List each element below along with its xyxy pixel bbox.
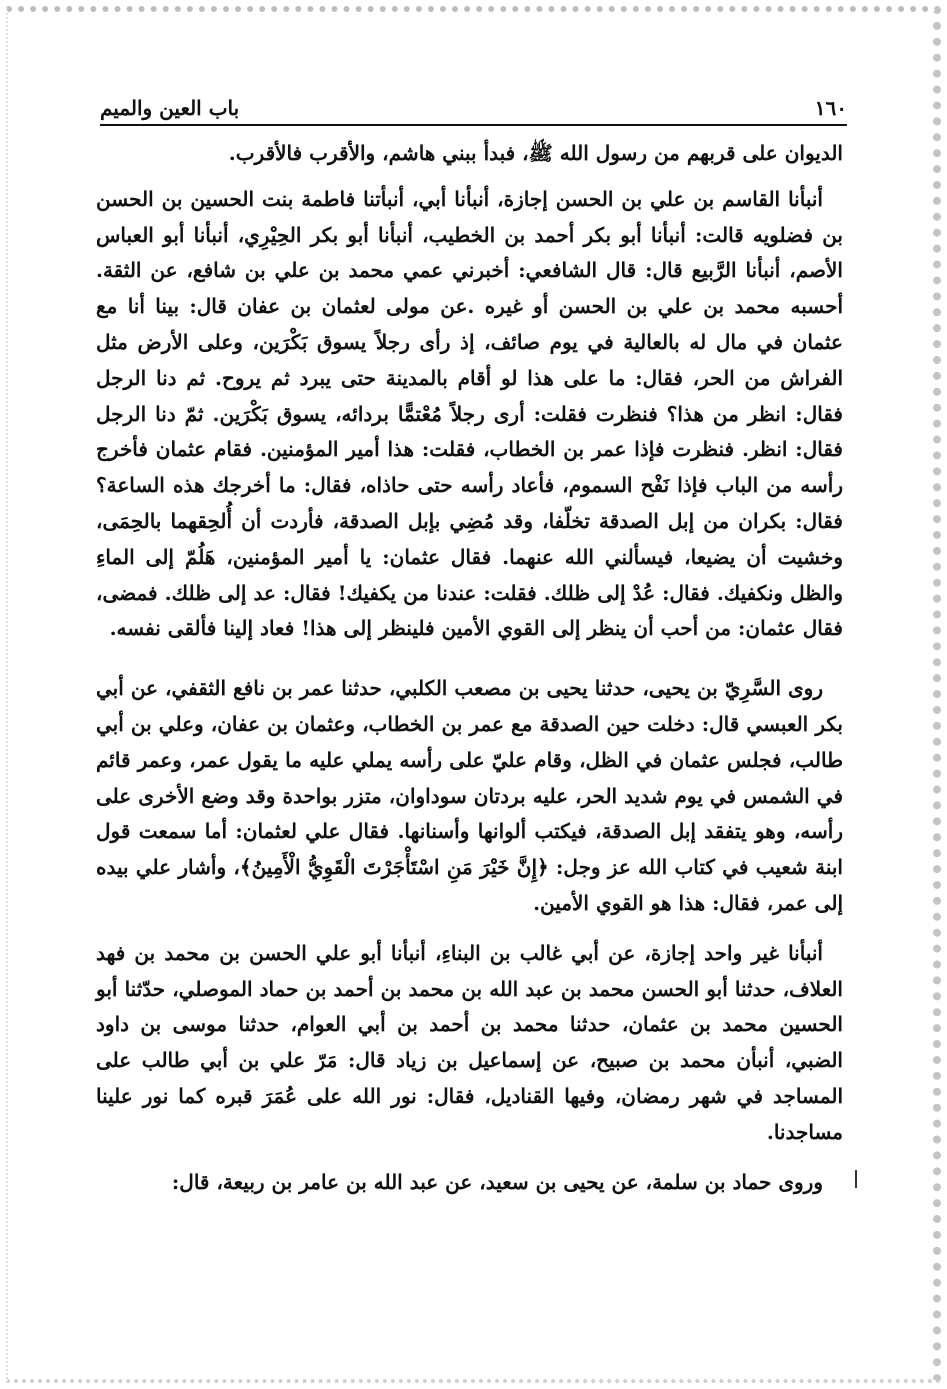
paragraph-1: الديوان على قربهم من رسول الله ﷺ، فبدأ ببني هاشم، والأقرب فالأقرب.: [228, 141, 843, 165]
running-title: باب العين والميم: [100, 96, 240, 120]
page-header: [100, 84, 847, 126]
page-number: ١٦٠: [814, 96, 847, 120]
paragraph-2: أنبأنا القاسم بن علي بن الحسن إجازة، أنبأنا أبي، أنبأتنا فاطمة بنت الحسين بن الحسن بن فضلويه قالت: أنبأنا أبو بكر أحمد بن الخطيب، أنبأنا أبو بكر الحِيْرِي، أنبأنا أبو العباس الأصم، أنبأنا الرَّبيع قال: قال الشافعي: أخبرني عمي محمد بن علي بن شافع، عن الثقة. أحسبه محمد بن علي بن الحسن أو غيره .عن مولى لعثمان بن عفان قال: بينا أنا مع عثمان في مال له بالعالية في يوم صائف، إذ رأى رجلاً يسوق بَكْرَين، وعلى الأرض مثل الفراش من الحر، فقال: ما على هذا لو أقام بالمدينة حتى يبرد ثم يروح. ثم دنا الرجل فقال: انظر من هذا؟ فنظرت فقلت: أرى رجلاً مُعْتمًّا بردائه، يسوق بَكْرَين. ثمّ دنا الرجل فقال: انظر. فنظرت فإذا عمر بن الخطاب، فقلت: هذا أمير المؤمنين. فقام عثمان فأخرج رأسه من الباب فإذا نَفْح السموم، فأعاد رأسه حتى حاذاه، فقال: ما أخرجك هذه الساعة؟ فقال: بكران من إبل الصدقة تخلّفا، وقد مُضِي بإبل الصدقة، فأردت أن أُلحِقهما بالحِمَى، وخشيت أن يضيعا، فيسألني الله عنهما. فقال عثمان: يا أمير المؤمنين، هَلُمّ إلى الماءِ والظل ونكفيك. فقال: عُدْ إلى ظلك. فقلت: عندنا من يكفيك! فقال: عد إلى ظلك. فمضى، فقال عثمان: من أحب أن ينظر إلى القوي الأمين فلينظر إلى هذا! فعاد إلينا فألقى نفسه.: [96, 186, 843, 641]
page-body: [96, 136, 843, 1200]
paragraph-3: روى السَّرِيّ بن يحيى، حدثنا يحيى بن مصعب الكلبي، حدثنا عمر بن نافع الثقفي، عن أبي بكر العبسي قال: دخلت حين الصدقة مع عمر بن الخطاب، وعثمان بن عفان، وعلي بن أبي طالب، فجلس عثمان في الظل، وقام عليّ على رأسه يملي عليه ما يقول عمر، وعمر قائم في الشمس في يوم شديد الحر، عليه بردتان سوداوان، متزر بواحدة وقد وضع الأخرى على رأسه، وهو يتفقد إبل الصدقة، فيكتب ألوانها وأسنانها. فقال علي لعثمان: أما سمعت قول ابنة شعيب في كتاب الله عز وجل: ﴿إِنَّ خَيْرَ مَنِ اسْتَأْجَرْتَ الْقَوِيُّ الْأَمِينُ﴾، وأشار علي بيده إلى عمر، فقال: هذا هو القوي الأمين.: [96, 676, 844, 915]
paragraph-4: أنبأنا غير واحد إجازة، عن أبي غالب بن البناءِ، أنبأنا أبو علي الحسن بن محمد بن فهد العلاف، حدثنا أبو الحسن محمد بن عبد الله بن محمد بن أحمد بن حماد الموصلي، حدّثنا أبو الحسين محمد بن عثمان، حدثنا محمد بن أحمد بن أبي العوام، حدثنا موسى بن داود الضبي، أنبأن محمد بن صبيح، عن إسماعيل بن زياد قال: مَرّ علي بن أبي طالب على المساجد في شهر رمضان، وفيها القناديل، فقال: نور الله على عُمَرَ قبره كما نور علينا مساجدنا.: [96, 940, 843, 1144]
margin-mark: [855, 1170, 857, 1188]
paragraph-5: وروى حماد بن سلمة، عن يحيى بن سعيد، عن عبد الله بن عامر بن ربيعة، قال:: [171, 1169, 823, 1194]
